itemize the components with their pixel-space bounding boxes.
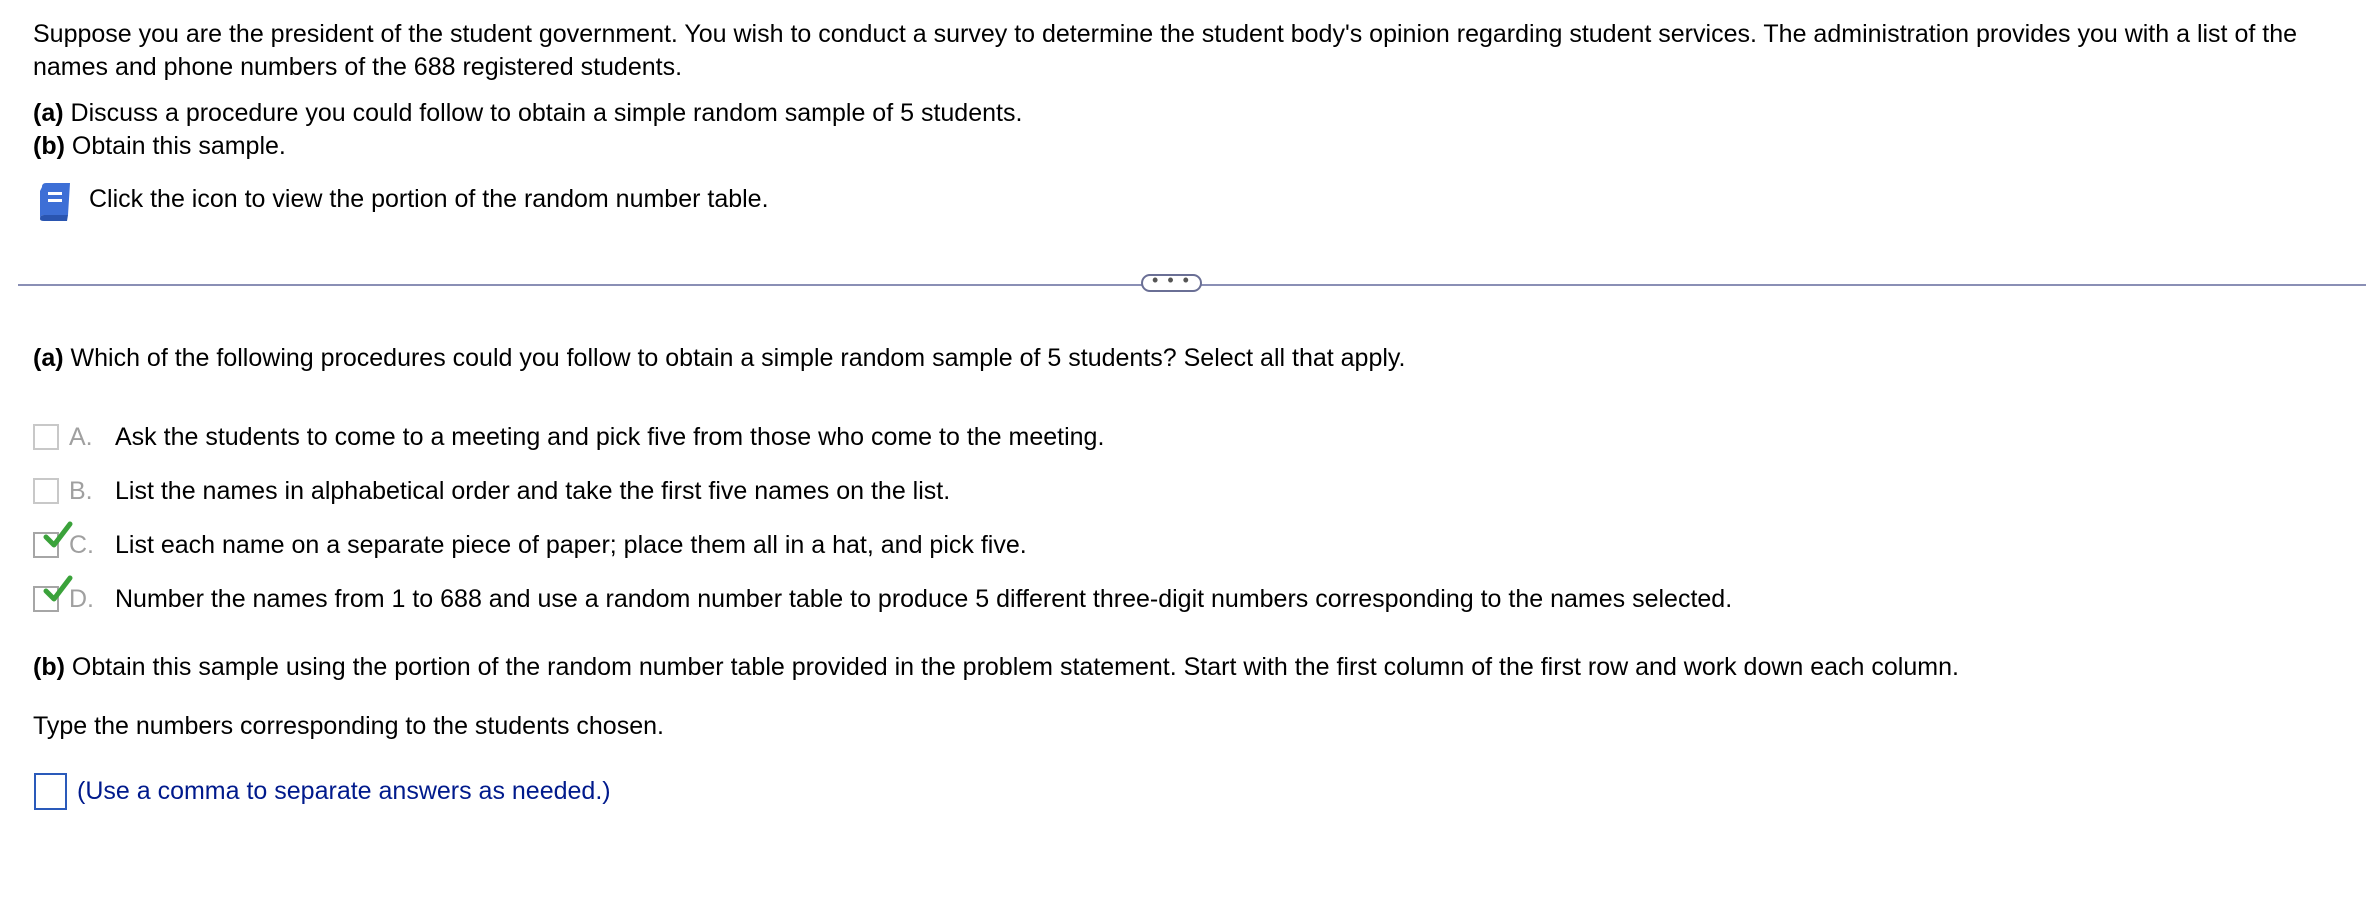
option-a-checkbox[interactable] bbox=[33, 424, 59, 450]
problem-statement: Suppose you are the president of the student government. You wish to conduct a survey to determine the student body's opinion regarding student services. The administration provides you with a list of the names and phone numbers of the 688 registered students. bbox=[33, 20, 2298, 81]
option-d[interactable] bbox=[33, 582, 1732, 616]
expand-button[interactable]: • • • bbox=[1141, 274, 1202, 292]
option-c-letter: C. bbox=[69, 530, 94, 559]
question-a-text: Which of the following procedures could you follow to obtain a simple random sample of 5 students? Select all that apply. bbox=[63, 344, 1406, 372]
part-b-text: Obtain this sample. bbox=[64, 132, 286, 160]
option-c[interactable] bbox=[33, 528, 1027, 562]
option-d-text: Number the names from 1 to 688 and use a random number table to produce 5 different three-digit numbers corresponding to the names selected. bbox=[115, 584, 1733, 613]
option-d-letter: D. bbox=[69, 584, 94, 613]
checkmark-icon bbox=[43, 574, 73, 604]
resource-link-text[interactable]: Click the icon to view the portion of the random number table. bbox=[89, 185, 769, 213]
question-a bbox=[33, 342, 1406, 375]
option-b[interactable] bbox=[33, 474, 950, 508]
option-b-text: List the names in alphabetical order and take the first five names on the list. bbox=[115, 476, 951, 505]
answer-prompt: Type the numbers corresponding to the students chosen. bbox=[33, 712, 664, 740]
answer-hint: (Use a comma to separate answers as needed.) bbox=[77, 777, 611, 805]
option-d-checkbox[interactable] bbox=[33, 586, 59, 612]
part-b-label: (b) bbox=[33, 132, 65, 160]
part-a-text: Discuss a procedure you could follow to obtain a simple random sample of 5 students. bbox=[63, 99, 1023, 127]
question-b bbox=[33, 651, 1959, 684]
question-b-text: Obtain this sample using the portion of the random number table provided in the problem statement. Start with the first column of the first row and work down each column. bbox=[64, 653, 1959, 681]
part-b-instruction bbox=[33, 130, 286, 163]
question-a-label: (a) bbox=[33, 344, 64, 372]
option-a[interactable] bbox=[33, 420, 1104, 454]
option-b-letter: B. bbox=[69, 476, 93, 505]
answer-input[interactable] bbox=[34, 773, 67, 810]
checkmark-icon bbox=[43, 520, 73, 550]
option-a-text: Ask the students to come to a meeting and pick five from those who come to the meeting. bbox=[115, 422, 1105, 451]
part-a-instruction bbox=[33, 97, 1022, 130]
question-b-label: (b) bbox=[33, 653, 65, 681]
option-a-letter: A. bbox=[69, 422, 93, 451]
option-b-checkbox[interactable] bbox=[33, 478, 59, 504]
part-a-label: (a) bbox=[33, 99, 64, 127]
book-icon[interactable] bbox=[34, 181, 76, 223]
option-c-checkbox[interactable] bbox=[33, 532, 59, 558]
option-c-text: List each name on a separate piece of paper; place them all in a hat, and pick five. bbox=[115, 530, 1027, 559]
